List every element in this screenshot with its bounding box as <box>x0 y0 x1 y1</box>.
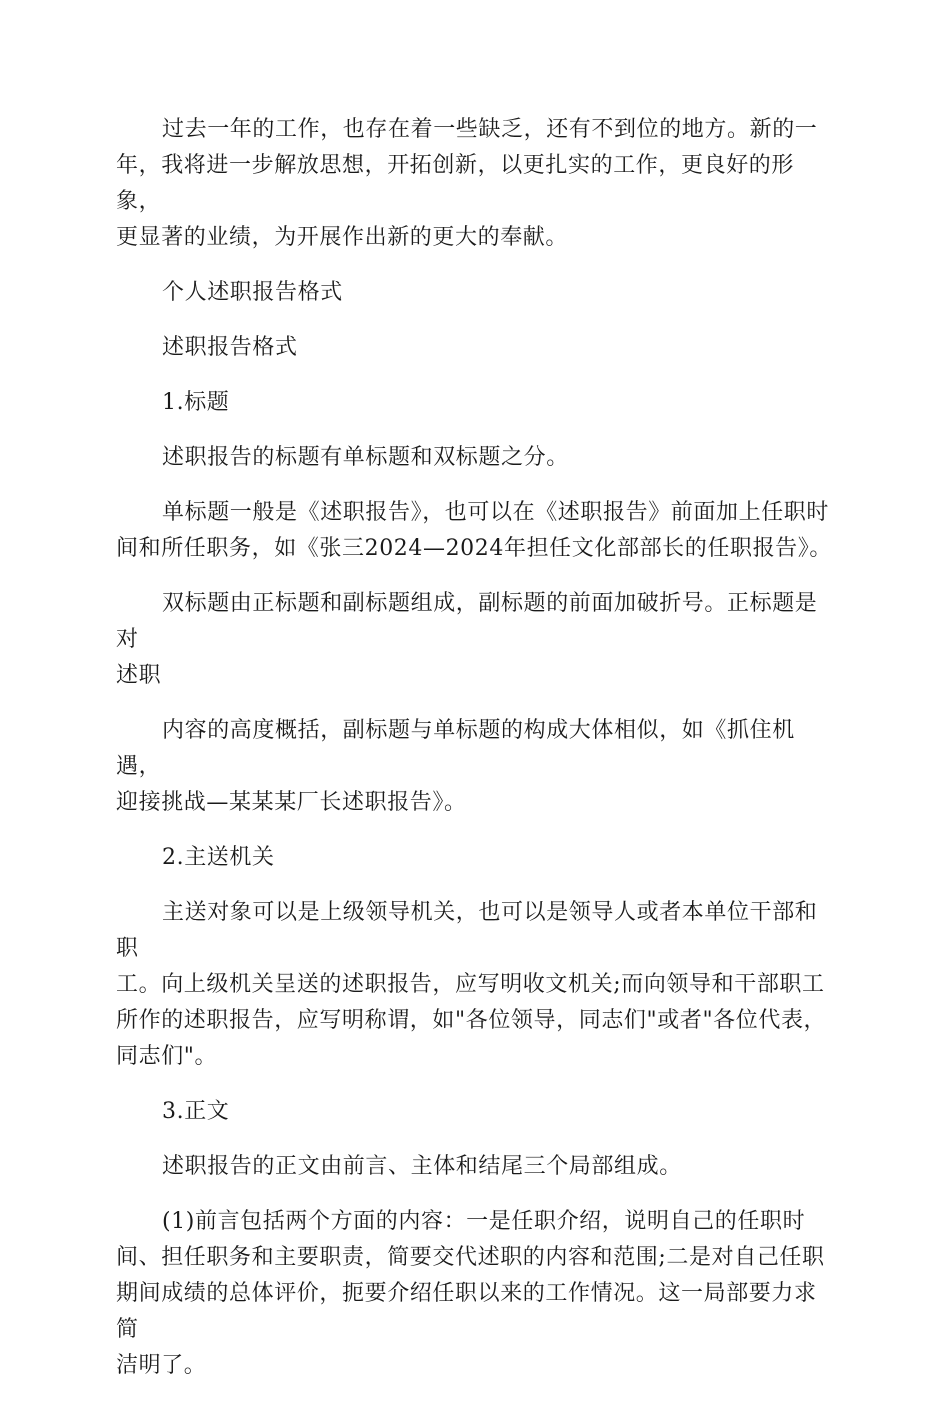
paragraph <box>116 440 836 476</box>
text-line: 所作的述职报告，应写明称谓，如"各位领导，同志们"或者"各位代表， <box>116 1008 827 1033</box>
text-line: 同志们"。 <box>116 1044 218 1069</box>
text-line: 双标题由正标题和副标题组成，副标题的前面加破折号。正标题是对 <box>116 591 818 652</box>
text-line: 内容的高度概括，副标题与单标题的构成大体相似，如《抓住机遇， <box>116 718 795 779</box>
text-line: 过去一年的工作，也存在着一些缺乏，还有不到位的地方。新的一 <box>162 117 818 142</box>
paragraph <box>116 1149 836 1185</box>
text-line: 个人述职报告格式 <box>162 280 343 305</box>
paragraph <box>116 112 836 256</box>
paragraph <box>116 330 836 366</box>
text-line: 述职 <box>116 663 162 688</box>
paragraph <box>116 713 836 821</box>
text-line: 述职报告格式 <box>162 335 298 360</box>
paragraph <box>116 586 836 694</box>
text-line: 间、担任职务和主要职责，简要交代述职的内容和范围;二是对自己任职 <box>116 1245 825 1270</box>
paragraph <box>116 385 836 421</box>
paragraph <box>116 495 836 567</box>
text-line: 述职报告的正文由前言、主体和结尾三个局部组成。 <box>162 1154 682 1179</box>
text-line: 单标题一般是《述职报告》，也可以在《述职报告》前面加上任职时 <box>162 500 830 525</box>
paragraph <box>116 895 836 1075</box>
text-line: 工。向上级机关呈送的述职报告，应写明收文机关;而向领导和干部职工 <box>116 972 825 997</box>
text-line: 主送对象可以是上级领导机关，也可以是领导人或者本单位干部和职 <box>116 900 818 961</box>
text-line: 2.主送机关 <box>162 845 275 870</box>
paragraph <box>116 1094 836 1130</box>
text-line: 3.正文 <box>162 1099 230 1124</box>
text-line: 洁明了。 <box>116 1353 207 1378</box>
paragraph <box>116 275 836 311</box>
text-line: 间和所任职务，如《张三2024—2024年担任文化部部长的任职报告》。 <box>116 536 832 561</box>
paragraph <box>116 1204 836 1384</box>
text-line: 迎接挑战—某某某厂长述职报告》。 <box>116 790 467 815</box>
text-line: 述职报告的标题有单标题和双标题之分。 <box>162 445 569 470</box>
text-line: 期间成绩的总体评价，扼要介绍任职以来的工作情况。这一局部要力求简 <box>116 1281 817 1342</box>
text-line: 年，我将进一步解放思想，开拓创新，以更扎实的工作，更良好的形象， <box>116 153 795 214</box>
text-line: (1)前言包括两个方面的内容：一是任职介绍，说明自己的任职时 <box>162 1209 806 1234</box>
text-line: 更显著的业绩，为开展作出新的更大的奉献。 <box>116 225 569 250</box>
text-line: 1.标题 <box>162 390 230 415</box>
paragraph <box>116 840 836 876</box>
document-body <box>116 112 836 1403</box>
